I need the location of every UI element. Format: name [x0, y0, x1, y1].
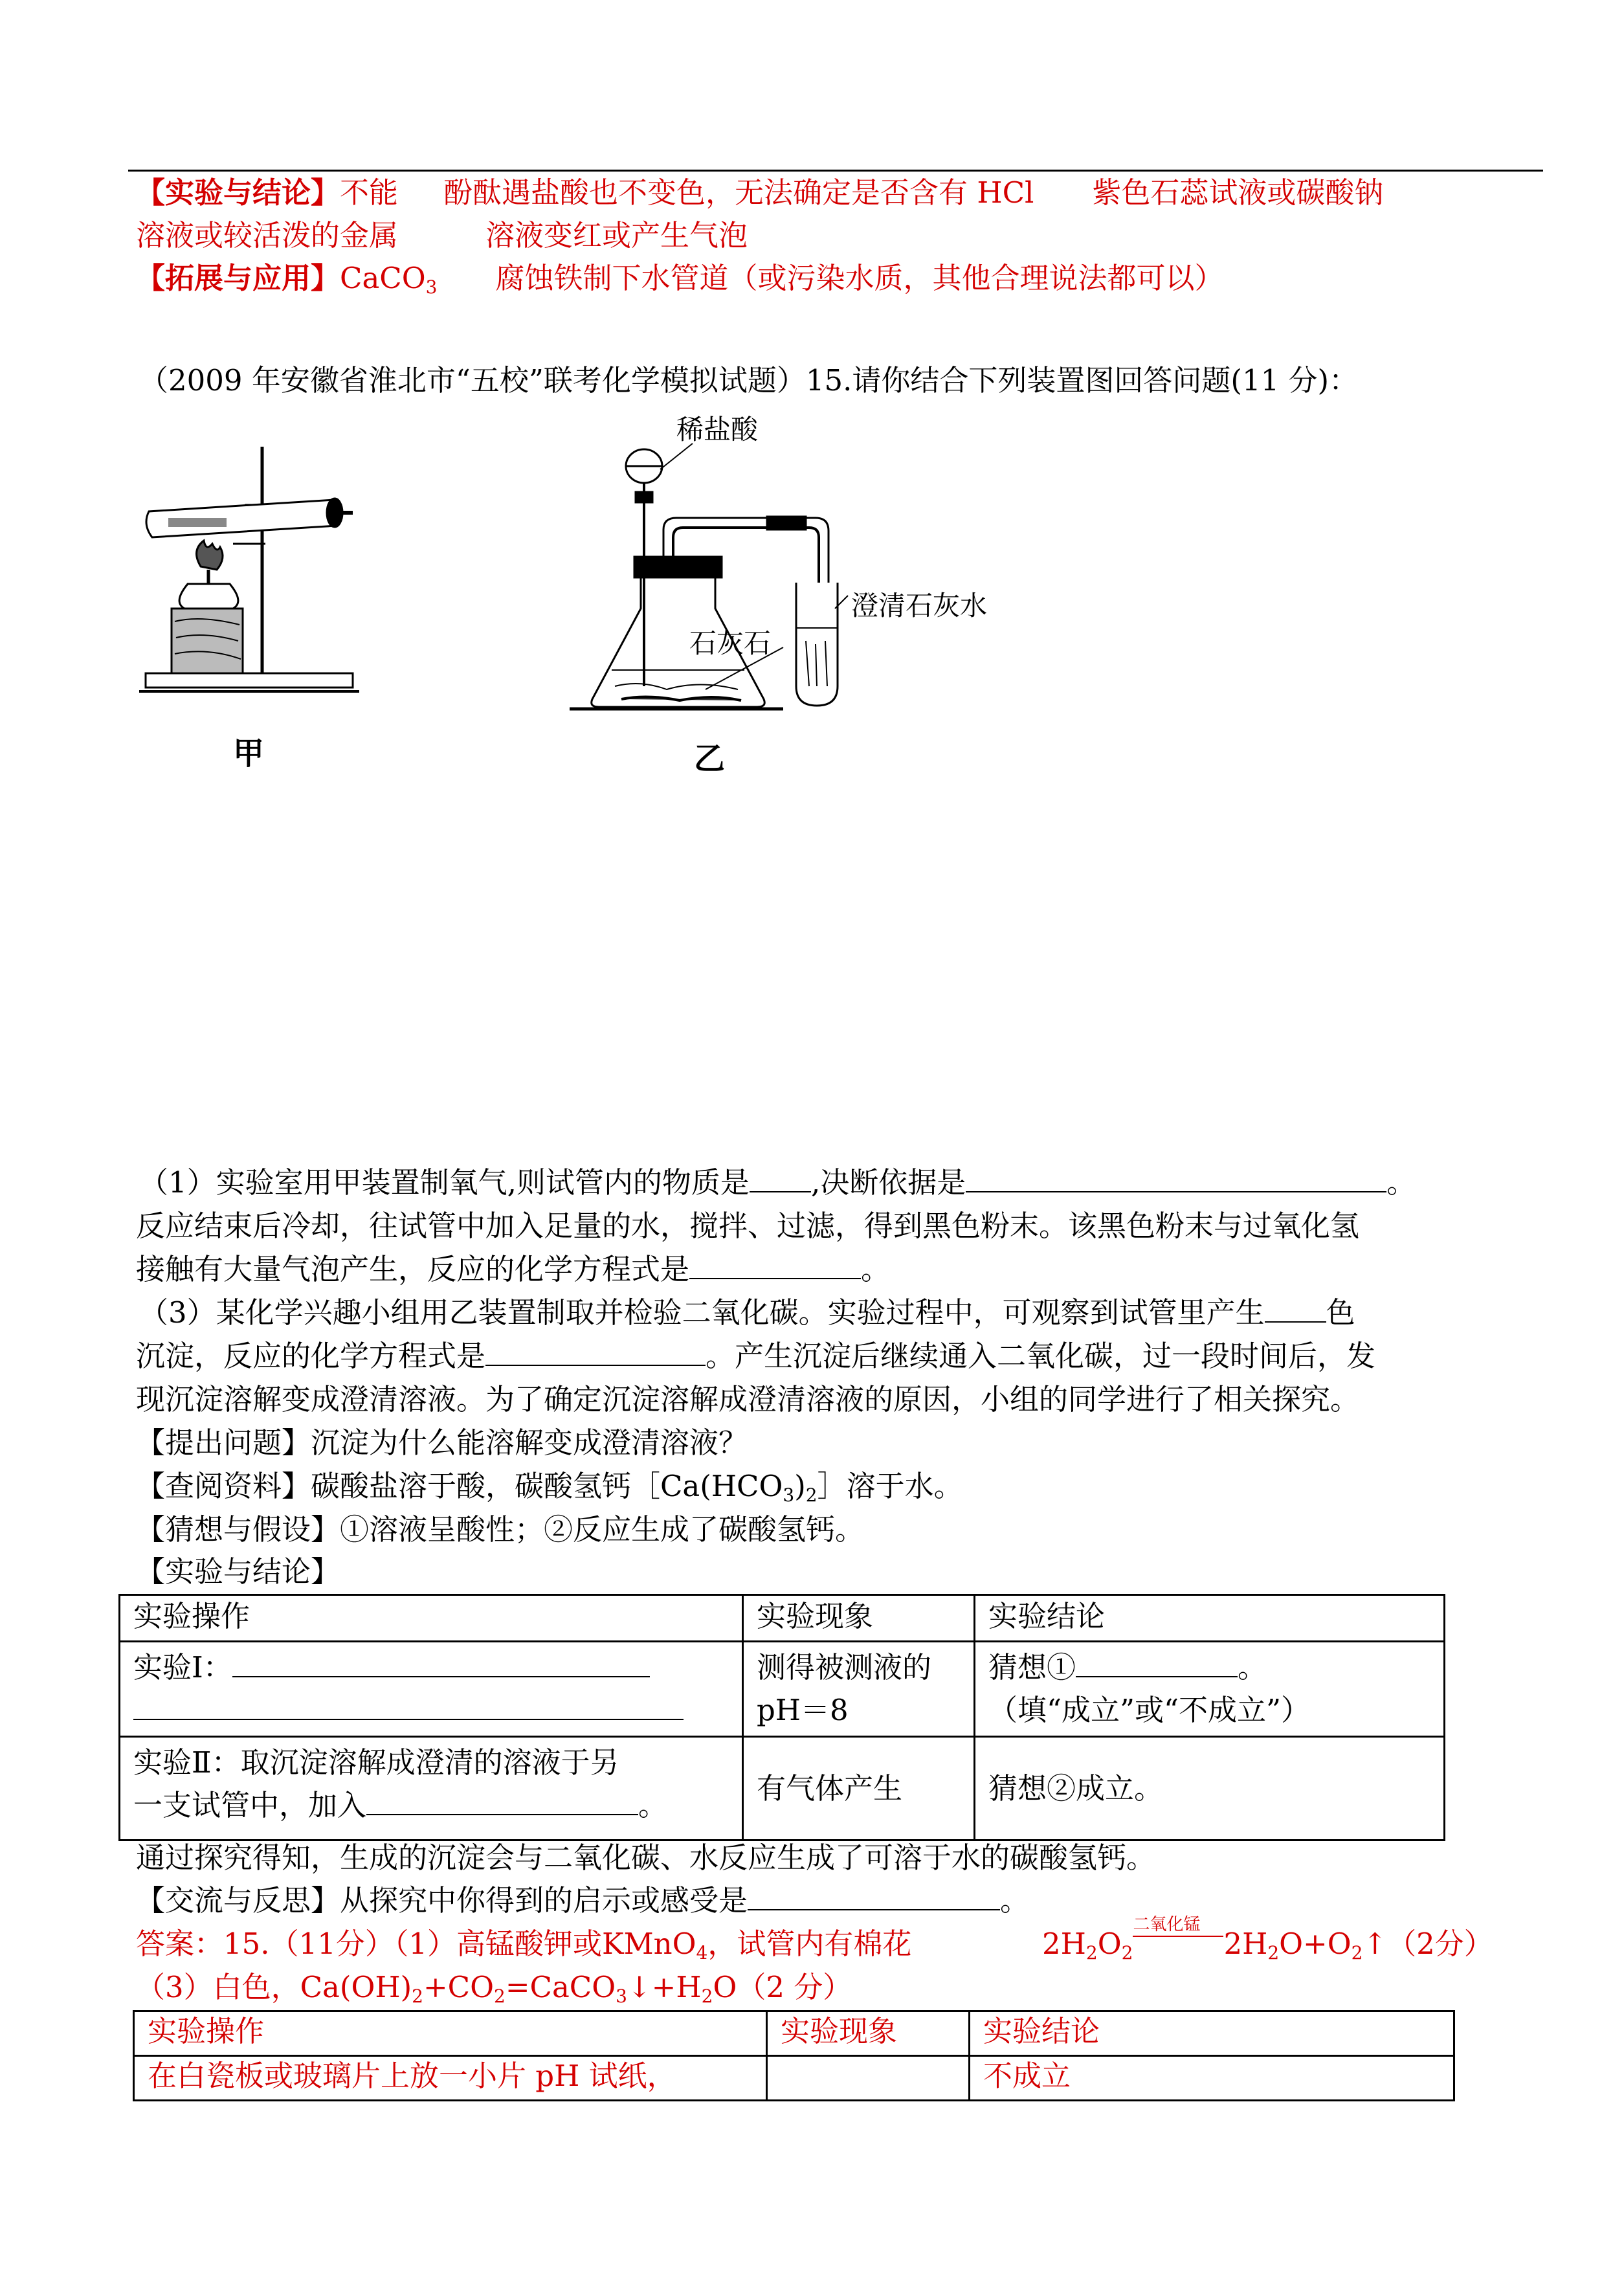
table-header-conclusion: 实验结论 — [975, 1595, 1445, 1642]
answer-table-header-phenomenon: 实验现象 — [767, 2011, 970, 2056]
prev-line-3: 【拓展与应用】CaCO$_3$ 腐蚀铁制下水管道（或污染水质，其他合理说法都可以） — [136, 261, 1224, 298]
blank-equation-2[interactable] — [485, 1339, 706, 1366]
label-yi: 乙 — [694, 741, 726, 777]
blank-reagent[interactable] — [366, 1788, 638, 1815]
q1-line-3: 接触有大量气泡产生，反应的化学方程式是 。 — [136, 1252, 891, 1286]
answer-table-header-conclusion: 实验结论 — [970, 2011, 1454, 2056]
answer-line-2: （3）白色，$Ca(OH)_2+CO_2=CaCO_3↓+H_2O(2$ 分） — [136, 1970, 852, 2007]
answer-line-1: 答案：15.（11分）（1）高锰酸钾或KMnO$_4$，试管内有棉花 — [136, 1927, 912, 1963]
q3-line-1: （3）某化学兴趣小组用乙装置制取并检验二氧化碳。实验过程中，可观察到试管里产生 色 — [139, 1295, 1355, 1330]
table-header-operation: 实验操作 — [120, 1595, 743, 1642]
q1-line-2: 反应结束后冷却，往试管中加入足量的水，搅拌、过滤，得到黑色粉末。该黑色粉末与过氧化氢 — [136, 1209, 1360, 1243]
table-row-1-conclusion: 猜想① 。 （填“成立”或“不成立”） — [975, 1642, 1445, 1737]
blank-reflection[interactable] — [748, 1883, 1000, 1910]
apparatus-jia — [139, 447, 359, 691]
reference-info: 【查阅资料】碳酸盐溶于酸，碳酸氢钙$[Ca(HCO_3)_2]$溶于水。 — [136, 1469, 963, 1506]
tag-experiment-conclusion: 【实验与结论】 — [136, 175, 340, 210]
label-limestone: 石灰石 — [689, 627, 772, 659]
blank-guess1[interactable] — [1076, 1650, 1238, 1677]
answer-table-row-phenomenon — [767, 2056, 970, 2101]
answer-table-header-operation: 实验操作 — [134, 2011, 767, 2056]
label-jia: 甲 — [233, 735, 265, 772]
blank-exp1-b[interactable] — [133, 1693, 684, 1720]
experiment-table — [118, 1594, 1445, 1841]
prev-line-2: 溶液或较活泼的金属 溶液变红或产生气泡 — [136, 218, 748, 252]
tag-extension: 【拓展与应用】 — [136, 261, 340, 295]
table-row-2-phenomenon: 有气体产生 — [743, 1737, 975, 1840]
table-row-1-phenomenon: 测得被测液的 pH＝8 — [743, 1642, 975, 1737]
table-row-2-conclusion: 猜想②成立。 — [975, 1737, 1445, 1840]
reaction-arrow: 二氧化锰 — [1133, 1928, 1223, 1954]
answer-table-row-operation: 在白瓷板或玻璃片上放一小片 pH 试纸， — [134, 2056, 767, 2101]
apparatus-yi — [570, 443, 848, 709]
hypothesis: 【猜想与假设】①溶液呈酸性；②反应生成了碳酸氢钙。 — [136, 1512, 865, 1547]
top-rule — [128, 170, 1543, 172]
prev-line-1: 【实验与结论】不能 酚酞遇盐酸也不变色，无法确定是否含有 HCl 紫色石蕊试液或碳酸钠 — [136, 175, 1384, 210]
answer-equation: $2H_2O_2$ 二氧化锰 $2H_2O+O_2↑(2$分） — [1042, 1915, 1493, 1963]
blank-basis[interactable] — [966, 1165, 1386, 1192]
label-limewater: 澄清石灰水 — [851, 590, 988, 621]
blank-color[interactable] — [1265, 1295, 1326, 1323]
blank-substance[interactable] — [750, 1165, 811, 1192]
blank-exp1-a[interactable] — [232, 1650, 650, 1677]
answer-table — [133, 2010, 1455, 2101]
table-row-1-operation: 实验Ⅰ： — [120, 1642, 743, 1737]
q1-line-1: （1）实验室用甲装置制氧气,则试管内的物质是 ,决断依据是 。 — [139, 1165, 1416, 1200]
answer-table-row-conclusion: 不成立 — [970, 2056, 1454, 2101]
reflection: 【交流与反思】从探究中你得到的启示或感受是 。 — [136, 1883, 1030, 1918]
ask-question: 【提出问题】沉淀为什么能溶解变成澄清溶液？ — [136, 1426, 748, 1460]
blank-equation-1[interactable] — [689, 1252, 861, 1279]
q3-line-3: 现沉淀溶解变成澄清溶液。为了确定沉淀溶解成澄清溶液的原因，小组的同学进行了相关探究。 — [136, 1382, 1360, 1416]
apparatus-figure — [129, 414, 1036, 796]
conclusion-text: 通过探究得知，生成的沉淀会与二氧化碳、水反应生成了可溶于水的碳酸氢钙。 — [136, 1840, 1156, 1875]
q3-line-2: 沉淀，反应的化学方程式是 。产生沉淀后继续通入二氧化碳，过一段时间后，发 — [136, 1339, 1376, 1373]
table-row-2-operation: 实验Ⅱ：取沉淀溶解成澄清的溶液于另 一支试管中，加入 。 — [120, 1737, 743, 1840]
label-hcl: 稀盐酸 — [676, 414, 759, 445]
experiment-heading: 【实验与结论】 — [136, 1554, 340, 1589]
table-header-phenomenon: 实验现象 — [743, 1595, 975, 1642]
question-intro: （2009 年安徽省淮北市“五校”联考化学模拟试题）15.请你结合下列装置图回答问题(11 分)： — [139, 363, 1359, 397]
